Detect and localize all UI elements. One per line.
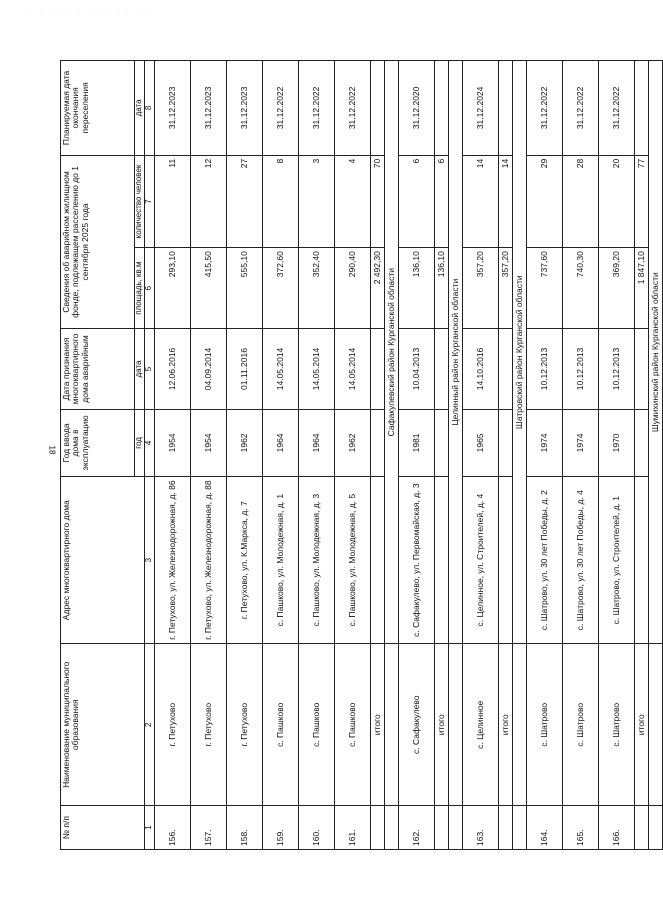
row-year: 1964 (262, 409, 298, 476)
row-num: 160. (298, 806, 334, 850)
row-end-date: 31.12.2023 (190, 61, 226, 156)
row-end-date: 31.12.2022 (298, 61, 334, 156)
row-date: 12.06.2016 (154, 329, 190, 410)
row-year: 1962 (226, 409, 262, 476)
row-people: 6 (398, 155, 434, 247)
row-year: 1964 (298, 409, 334, 476)
row-people: 28 (562, 155, 598, 247)
row-year: 1970 (598, 409, 634, 476)
row-num: 161. (334, 806, 370, 850)
row-num: 156. (154, 806, 190, 850)
col-number: 3 (144, 476, 154, 643)
section-header (384, 61, 398, 850)
row-municipality: с. Шатрово (598, 644, 634, 806)
col-number: 7 (144, 155, 154, 247)
table-row (190, 61, 226, 850)
row-end-date: 31.12.2024 (462, 61, 498, 156)
row-address: с. Сафакулево, ул. Первомайская, д. 3 (398, 476, 434, 643)
total-people: 6 (434, 155, 448, 247)
row-date: 10.04.2013 (398, 329, 434, 410)
row-date: 14.10.2016 (462, 329, 498, 410)
row-municipality: с. Сафакулево (398, 644, 434, 806)
table-row (226, 61, 262, 850)
total-row (434, 61, 448, 850)
row-address: г. Петухово, ул. К.Маркса, д. 7 (226, 476, 262, 643)
row-area: 357,20 (462, 248, 498, 329)
section-header (512, 61, 526, 850)
table-row (562, 61, 598, 850)
row-area: 737,60 (526, 248, 562, 329)
section-title: Сафакулевский район Курганской области (384, 61, 398, 644)
subheader-date2: дата (135, 61, 145, 156)
table-row (398, 61, 434, 850)
row-date: 14.05.2014 (298, 329, 334, 410)
row-area: 136,10 (398, 248, 434, 329)
row-people: 4 (334, 155, 370, 247)
section-title: Шумихинский район Курганской области (648, 61, 662, 644)
table-row (598, 61, 634, 850)
row-address: с. Пашково, ул. Молодежная, д. 3 (298, 476, 334, 643)
row-address: г. Петухово, ул. Железнодорожная, д. 86 (154, 476, 190, 643)
col-number: 5 (144, 329, 154, 410)
col-number: 6 (144, 248, 154, 329)
row-address: с. Шатрово, ул. Строителей, д. 1 (598, 476, 634, 643)
row-area: 740,30 (562, 248, 598, 329)
row-year: 1962 (334, 409, 370, 476)
header-year: Год ввода дома в эксплуатацию (61, 409, 135, 476)
table-row (526, 61, 562, 850)
row-area: 293,10 (154, 248, 190, 329)
row-municipality: с. Пашково (262, 644, 298, 806)
row-end-date: 31.12.2022 (526, 61, 562, 156)
row-num: 158. (226, 806, 262, 850)
emergency-housing-table (60, 60, 663, 850)
row-date: 10.12.2013 (526, 329, 562, 410)
row-end-date: 31.12.2022 (334, 61, 370, 156)
row-people: 27 (226, 155, 262, 247)
subheader-date: дата (135, 329, 145, 410)
row-people: 3 (298, 155, 334, 247)
row-date: 01.11.2016 (226, 329, 262, 410)
row-address: с. Целинное, ул. Строителей, д. 4 (462, 476, 498, 643)
row-area: 372,60 (262, 248, 298, 329)
row-municipality: с. Пашково (334, 644, 370, 806)
total-label: итого (370, 644, 384, 806)
header-municipality: Наименование муниципального образования (61, 644, 145, 806)
row-people: 29 (526, 155, 562, 247)
row-date: 14.05.2014 (334, 329, 370, 410)
total-people: 77 (634, 155, 648, 247)
total-label: итого (634, 644, 648, 806)
header-recognition: Дата признания многоквартирного дома аварийным (61, 329, 135, 410)
row-area: 555,10 (226, 248, 262, 329)
row-year: 1974 (562, 409, 598, 476)
row-num: 162. (398, 806, 434, 850)
total-area: 1 847,10 (634, 248, 648, 329)
scan-artifact: · · · · · · · · · · · · · (30, 8, 151, 14)
row-municipality: с. Шатрово (562, 644, 598, 806)
row-municipality: с. Целинное (462, 644, 498, 806)
section-header (648, 61, 662, 850)
row-people: 20 (598, 155, 634, 247)
table-row (462, 61, 498, 850)
total-area: 357,20 (498, 248, 512, 329)
row-end-date: 31.12.2022 (562, 61, 598, 156)
total-row (498, 61, 512, 850)
row-year: 1954 (190, 409, 226, 476)
total-label: итого (434, 644, 448, 806)
row-address: с. Пашково, ул. Молодежная, д. 1 (262, 476, 298, 643)
col-number: 1 (144, 806, 154, 850)
header-info: Сведения об аварийном жилищном фонде, подлежащем расселению до 1 сентября 2025 года (61, 155, 135, 328)
header-planned: Планируемая дата окончания переселения (61, 61, 135, 156)
header-address: Адрес многоквартирного дома (61, 476, 145, 643)
row-people: 12 (190, 155, 226, 247)
section-title: Целинный район Курганской области (448, 61, 462, 644)
row-area: 290,40 (334, 248, 370, 329)
total-people: 14 (498, 155, 512, 247)
total-label: итого (498, 644, 512, 806)
row-date: 10.12.2013 (562, 329, 598, 410)
row-municipality: г. Петухово (154, 644, 190, 806)
row-end-date: 31.12.2022 (262, 61, 298, 156)
row-people: 8 (262, 155, 298, 247)
row-num: 166. (598, 806, 634, 850)
row-year: 1954 (154, 409, 190, 476)
row-address: с. Шатрово, ул. 30 лет Победы, д. 2 (526, 476, 562, 643)
header-num: № п/п (61, 806, 145, 850)
row-people: 11 (154, 155, 190, 247)
total-area: 2 492,30 (370, 248, 384, 329)
row-municipality: г. Петухово (226, 644, 262, 806)
row-address: с. Пашково, ул. Молодежная, д. 5 (334, 476, 370, 643)
section-title: Шатровский район Курганской области (512, 61, 526, 644)
subheader-area: площадь, кв.м (135, 248, 145, 329)
table-row (262, 61, 298, 850)
subheader-year: год (135, 409, 145, 476)
row-num: 163. (462, 806, 498, 850)
row-date: 14.05.2014 (262, 329, 298, 410)
subheader-people: количество человек (135, 155, 145, 247)
page-number: 18 (47, 445, 57, 455)
row-year: 1965 (462, 409, 498, 476)
total-area: 136,10 (434, 248, 448, 329)
row-municipality: с. Пашково (298, 644, 334, 806)
total-row (634, 61, 648, 850)
row-end-date: 31.12.2020 (398, 61, 434, 156)
rotated-table-wrapper (60, 60, 660, 850)
row-area: 369,20 (598, 248, 634, 329)
table-row (334, 61, 370, 850)
row-people: 14 (462, 155, 498, 247)
col-number: 2 (144, 644, 154, 806)
row-municipality: с. Шатрово (526, 644, 562, 806)
row-area: 415,50 (190, 248, 226, 329)
row-area: 352,40 (298, 248, 334, 329)
row-year: 1981 (398, 409, 434, 476)
row-date: 10.12.2013 (598, 329, 634, 410)
col-number: 4 (144, 409, 154, 476)
table-row (154, 61, 190, 850)
row-end-date: 31.12.2023 (154, 61, 190, 156)
row-num: 165. (562, 806, 598, 850)
row-address: с. Шатрово, ул. 30 лет Победы, д. 4 (562, 476, 598, 643)
row-num: 164. (526, 806, 562, 850)
row-end-date: 31.12.2023 (226, 61, 262, 156)
col-number: 8 (144, 61, 154, 156)
total-people: 70 (370, 155, 384, 247)
row-end-date: 31.12.2022 (598, 61, 634, 156)
table-row (298, 61, 334, 850)
row-address: г. Петухово, ул. Железнодорожная, д. 88 (190, 476, 226, 643)
row-date: 04.09.2014 (190, 329, 226, 410)
row-municipality: г. Петухово (190, 644, 226, 806)
total-row (370, 61, 384, 850)
row-num: 159. (262, 806, 298, 850)
section-header (448, 61, 462, 850)
row-num: 157. (190, 806, 226, 850)
row-year: 1974 (526, 409, 562, 476)
